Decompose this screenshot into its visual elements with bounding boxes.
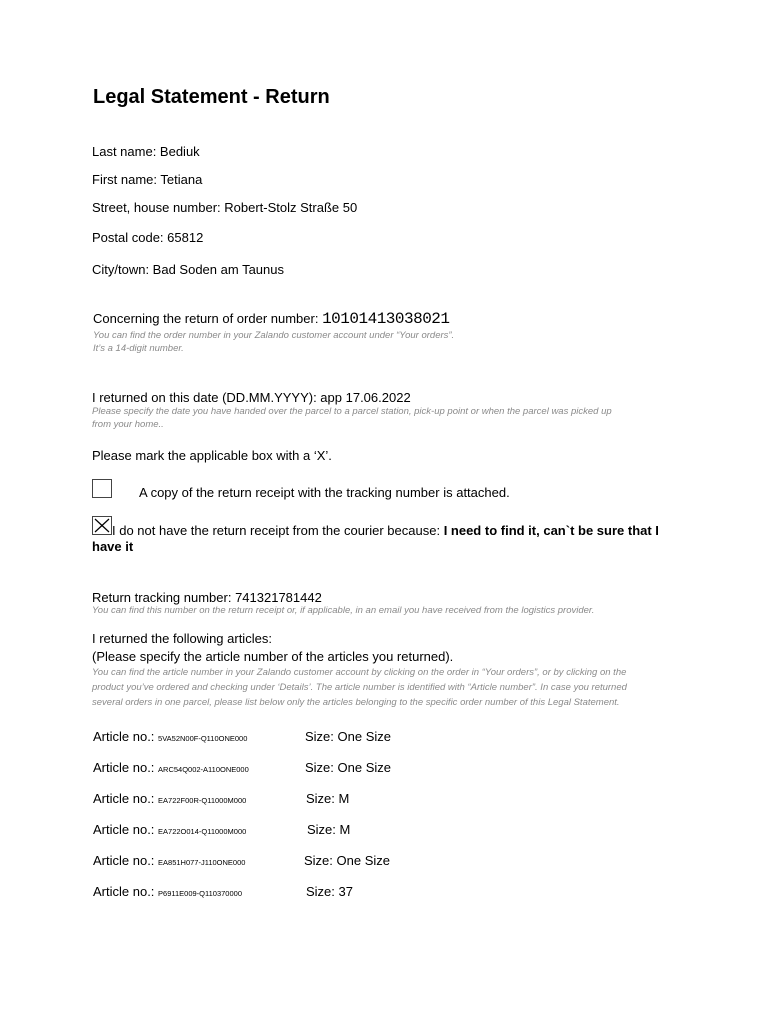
article-label: Article no.:: [93, 760, 159, 775]
article-size: Size: One Size: [304, 853, 390, 868]
article-number: EA851H077-J110ONE000: [158, 858, 246, 867]
mark-instruction: Please mark the applicable box with a ‘X’.: [92, 448, 332, 463]
article-number: EA722O014-Q11000M000: [158, 827, 247, 836]
order-number-hint-1: You can find the order number in your Zalando customer account under “Your orders”.: [93, 330, 455, 341]
article-number: ARC54Q002-A110ONE000: [158, 765, 249, 774]
no-receipt-reason: I need to find it, can`t be sure that I have it: [92, 523, 659, 554]
article-size: Size: M: [307, 822, 351, 837]
article-row: [93, 729, 247, 744]
receipt-attached-checkbox[interactable]: [92, 479, 112, 498]
no-receipt-label: I do not have the return receipt from the courier because:: [112, 523, 444, 538]
tracking-number: Return tracking number: 741321781442: [92, 590, 322, 605]
order-number-label: Concerning the return of order number:: [93, 311, 323, 326]
article-row: [93, 822, 246, 837]
article-row: [93, 791, 246, 806]
article-row: [93, 884, 242, 899]
articles-hint-3: several orders in one parcel, please list below only the articles belonging to the specific order number of this Legal Statement.: [92, 697, 620, 708]
articles-hint-1: You can find the article number in your Zalando customer account by clicking on the order in “Your orders”, or by clicking on the: [92, 667, 627, 678]
article-label: Article no.:: [93, 884, 159, 899]
article-label: Article no.:: [93, 729, 159, 744]
return-date-hint-2: from your home..: [92, 419, 164, 430]
no-receipt-option: [92, 523, 662, 555]
order-number-value: 10101413038021: [322, 310, 450, 328]
article-number: EA722F00R-Q11000M000: [158, 796, 247, 805]
article-size: Size: One Size: [305, 760, 391, 775]
article-number: P6911E009-Q110370000: [158, 889, 242, 898]
article-row: [93, 760, 249, 775]
article-size: Size: One Size: [305, 729, 391, 744]
street-address: Street, house number: Robert-Stolz Straße 50: [92, 200, 358, 215]
order-number-line: [93, 310, 450, 328]
article-number: 5VA52N00F-Q110ONE000: [158, 734, 248, 743]
articles-subheading: (Please specify the article number of the articles you returned).: [92, 649, 454, 664]
article-size: Size: 37: [306, 884, 353, 899]
city-town: City/town: Bad Soden am Taunus: [92, 262, 284, 277]
postal-code: Postal code: 65812: [92, 230, 204, 245]
last-name: Last name: Bediuk: [92, 144, 200, 159]
return-date: I returned on this date (DD.MM.YYYY): app 17.06.2022: [92, 390, 411, 405]
articles-hint-2: product you’ve ordered and checking under ‘Details’. The article number is identified with “Article number”. In case you returned: [92, 682, 627, 693]
tracking-number-hint: You can find this number on the return receipt or, if applicable, in an email you have received from the logistics provider.: [92, 605, 595, 616]
receipt-attached-label: A copy of the return receipt with the tracking number is attached.: [139, 485, 510, 500]
order-number-hint-2: It’s a 14-digit number.: [93, 343, 184, 354]
articles-heading: I returned the following articles:: [92, 631, 272, 646]
article-label: Article no.:: [93, 791, 159, 806]
article-row: [93, 853, 245, 868]
first-name: First name: Tetiana: [92, 172, 203, 187]
document-title: Legal Statement - Return: [93, 86, 330, 108]
article-label: Article no.:: [93, 853, 159, 868]
article-size: Size: M: [306, 791, 350, 806]
article-label: Article no.:: [93, 822, 159, 837]
return-date-hint-1: Please specify the date you have handed over the parcel to a parcel station, pick-up point or when the parcel was picked up: [92, 406, 612, 417]
